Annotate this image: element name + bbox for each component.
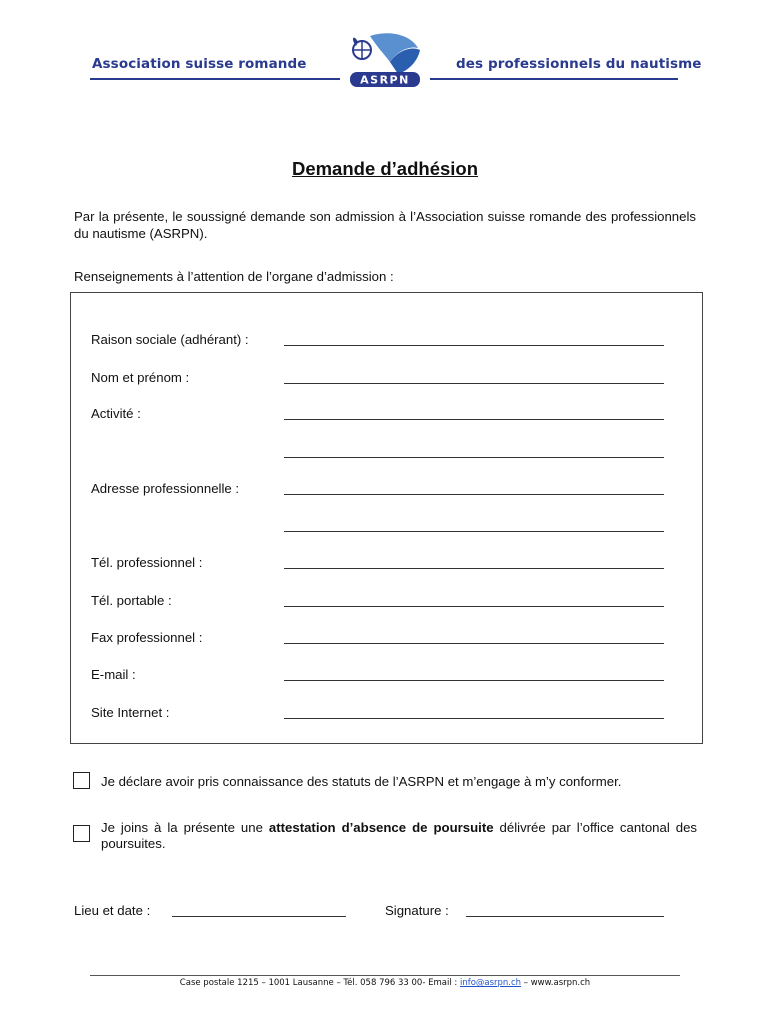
field-label-email: E-mail : [91, 667, 136, 682]
field-line-activite-2[interactable] [284, 457, 664, 458]
signature-line[interactable] [466, 916, 664, 917]
field-label-adresse: Adresse professionnelle : [91, 481, 240, 496]
place-date-label: Lieu et date : [74, 903, 151, 918]
field-line-email[interactable] [284, 680, 664, 681]
attestation-text-pre: Je joins à la présente une [101, 820, 269, 835]
footer [0, 978, 770, 988]
field-label-tel-portable: Tél. portable : [91, 593, 172, 608]
field-label-raison-sociale: Raison sociale (adhérant) : [91, 332, 249, 347]
attestation-declaration [101, 820, 697, 852]
header-rule-left [90, 78, 340, 80]
footer-address: Case postale 1215 – 1001 Lausanne – Tél. 058 796 33 00- Email : [179, 978, 460, 988]
field-line-tel-pro[interactable] [284, 568, 664, 569]
signature-label: Signature : [385, 903, 449, 918]
field-line-adresse-2[interactable] [284, 531, 664, 532]
field-line-fax[interactable] [284, 643, 664, 644]
statutes-checkbox[interactable] [73, 772, 90, 789]
intro-paragraph: Par la présente, le soussigné demande son admission à l’Association suisse romande des professionnels du nautisme (ASRPN). [74, 209, 696, 241]
field-label-fax: Fax professionnel : [91, 630, 203, 645]
field-label-tel-pro: Tél. professionnel : [91, 555, 203, 570]
field-line-tel-portable[interactable] [284, 606, 664, 607]
field-line-nom-prenom[interactable] [284, 383, 664, 384]
field-label-activite: Activité : [91, 406, 141, 421]
attestation-text-post: délivrée par l’office cantonal des poursuites. [101, 820, 698, 851]
field-line-adresse[interactable] [284, 494, 664, 495]
footer-email-link[interactable]: info@asrpn.ch [459, 978, 522, 988]
field-line-raison-sociale[interactable] [284, 345, 664, 346]
footer-separator: – [521, 978, 531, 988]
logo-text: ASRPN [360, 73, 410, 87]
form-box [70, 292, 703, 744]
asrpn-logo [340, 28, 430, 90]
page-title: Demande d’adhésion [291, 158, 479, 179]
footer-rule [90, 975, 680, 976]
section-subheading: Renseignements à l’attention de l’organe d’admission : [74, 269, 394, 284]
footer-website[interactable]: www.asrpn.ch [530, 978, 591, 988]
header-left-text: Association suisse romande [92, 56, 307, 72]
attestation-checkbox[interactable] [73, 825, 90, 842]
attestation-text-bold: attestation d’absence de poursuite [268, 820, 494, 835]
header-right-text: des professionnels du nautisme [456, 56, 702, 72]
field-line-activite[interactable] [284, 419, 664, 420]
field-line-site-internet[interactable] [284, 718, 664, 719]
field-label-nom-prenom: Nom et prénom : [91, 370, 190, 385]
statutes-declaration: Je déclare avoir pris connaissance des statuts de l’ASRPN et m’engage à m’y conformer. [101, 774, 622, 789]
header-rule-right [430, 78, 678, 80]
field-label-site-internet: Site Internet : [91, 705, 170, 720]
place-date-line[interactable] [172, 916, 346, 917]
